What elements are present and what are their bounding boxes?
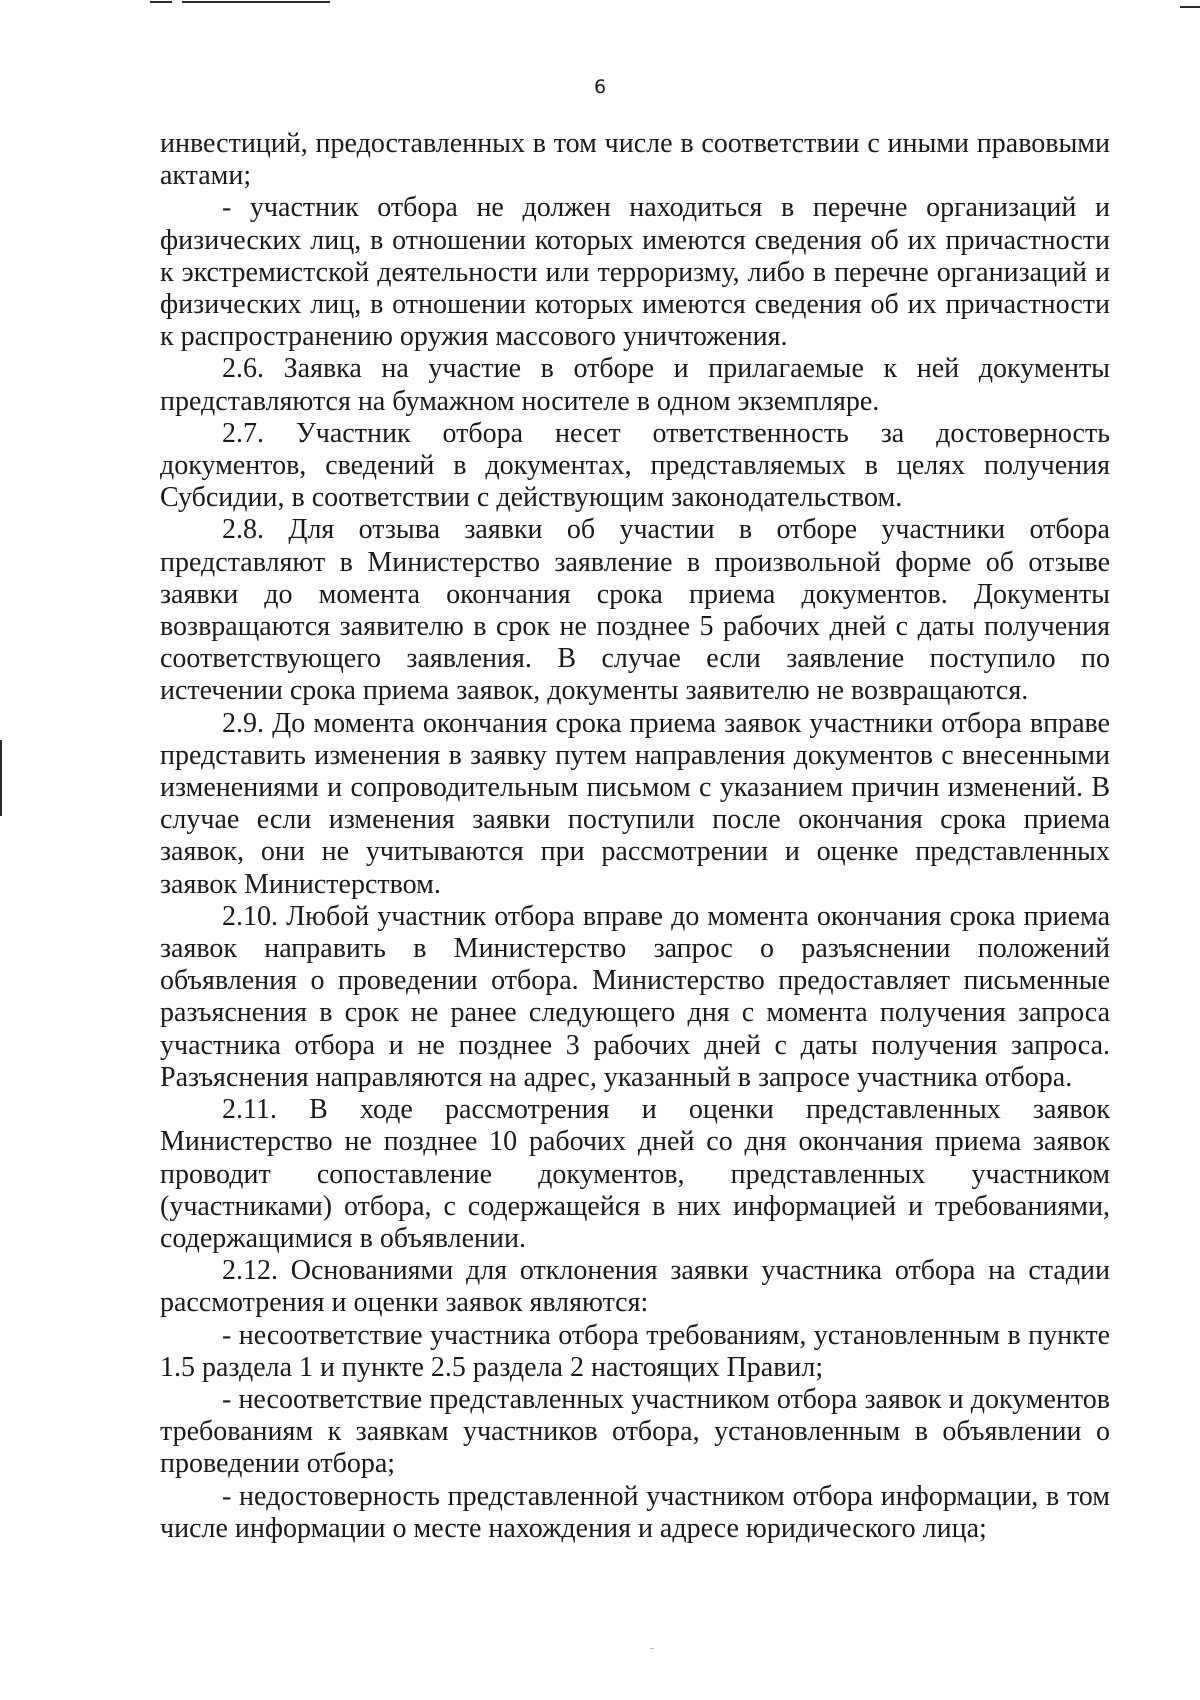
paragraph: инвестиций, предоставленных в том числе в соответствии с иными правовыми актами;: [160, 128, 1110, 192]
paragraph-clause-2-8: 2.8. Для отзыва заявки об участии в отборе участники отбора представляют в Министерство заявление в произвольной форме об отзыве заявки до момента окончания срока приема документов. Документы возвращаются заявителю в срок не позднее 5 рабочих дней с даты получения соответствующего заявления. В случае если заявление поступило по истечении срока приема заявок, документы заявителю не возвращаются.: [160, 514, 1110, 707]
document-body: [160, 128, 1110, 1545]
paragraph-clause-2-11: 2.11. В ходе рассмотрения и оценки представленных заявок Министерство не позднее 10 рабочих дней со дня окончания приема заявок проводит сопоставление документов, представленных участником (участниками) отбора, с содержащейся в них информацией и требованиями, содержащимися в объявлении.: [160, 1094, 1110, 1254]
paragraph-clause-2-9: 2.9. До момента окончания срока приема заявок участники отбора вправе представить изменения в заявку путем направления документов с внесенными изменениями и сопроводительным письмом с указанием причин изменений. В случае если изменения заявки поступили после окончания срока приема заявок, они не учитываются при рассмотрении и оценке представленных заявок Министерством.: [160, 707, 1110, 900]
scan-artifact-line: [150, 1, 172, 3]
paragraph-bullet: - участник отбора не должен находиться в перечне организаций и физических лиц, в отношении которых имеются сведения об их причастности к экстремистской деятельности или терроризму, либо в перечне организаций и физических лиц, в отношении которых имеются сведения об их причастности к распространению оружия массового уничтожения.: [160, 192, 1110, 353]
scan-artifact-edge: [0, 740, 2, 816]
paragraph-clause-2-12: 2.12. Основаниями для отклонения заявки участника отбора на стадии рассмотрения и оценки заявок являются:: [160, 1255, 1110, 1319]
page-number: 6: [593, 76, 607, 98]
paragraph-clause-2-10: 2.10. Любой участник отбора вправе до момента окончания срока приема заявок направить в Министерство запрос о разъяснении положений объявления о проведении отбора. Министерство предоставляет письменные разъяснения в срок не ранее следующего дня с момента получения запроса участника отбора и не позднее 3 рабочих дней с даты получения запроса. Разъяснения направляются на адрес, указанный в запросе участника отбора.: [160, 900, 1110, 1093]
paragraph-clause-2-6: 2.6. Заявка на участие в отборе и прилагаемые к ней документы представляются на бумажном носителе в одном экземпляре.: [160, 353, 1110, 417]
scan-artifact-line: [1180, 6, 1200, 8]
paragraph-bullet: - несоответствие представленных участником отбора заявок и документов требованиям к заявкам участников отбора, установленным в объявлении о проведении отбора;: [160, 1383, 1110, 1480]
paragraph-bullet: - несоответствие участника отбора требованиям, установленным в пункте 1.5 раздела 1 и пункте 2.5 раздела 2 настоящих Правил;: [160, 1319, 1110, 1383]
paragraph-clause-2-7: 2.7. Участник отбора несет ответственность за достоверность документов, сведений в документах, представляемых в целях получения Субсидии, в соответствии с действующим законодательством.: [160, 417, 1110, 514]
scan-artifact-line: [182, 1, 330, 3]
scan-artifact-dot: [650, 1648, 654, 1649]
paragraph-bullet: - недостоверность представленной участником отбора информации, в том числе информации о месте нахождения и адресе юридического лица;: [160, 1480, 1110, 1544]
